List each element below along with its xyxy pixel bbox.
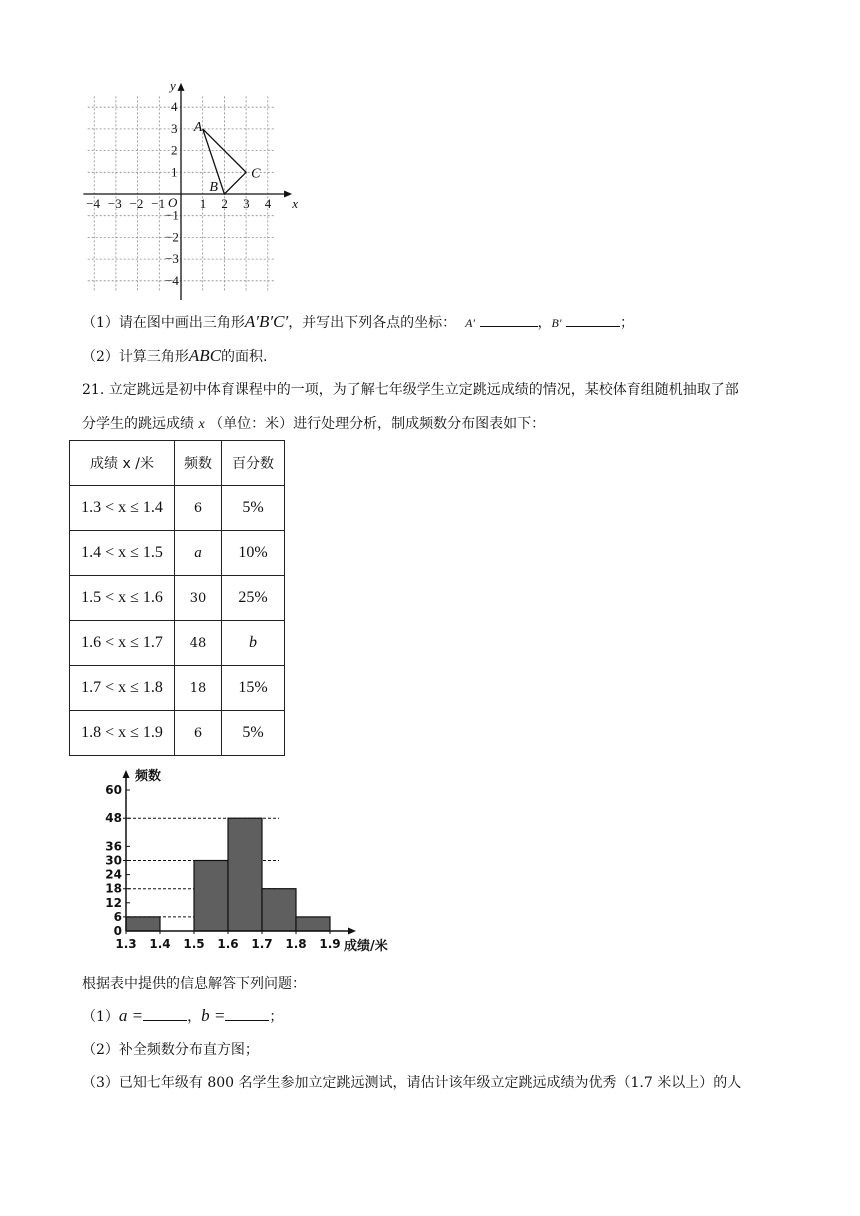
table-row [70,486,285,531]
x-tick-label: 1 [199,196,207,211]
frequency-histogram [86,766,426,960]
table-cell: 6 [175,486,222,531]
q21-p1-prefix: （1） [82,1009,119,1025]
table-cell: 25% [222,576,285,621]
y-tick-label: 60 [105,783,122,797]
table-header-cell: 成绩 x /米 [70,441,175,486]
table-cell: 1.5 < x ≤ 1.6 [70,576,175,621]
q20-b-label: B′ [551,316,562,330]
y-axis-label: y [170,78,176,93]
x-tick-label: 3 [243,196,250,211]
histogram-bar [296,917,330,931]
y-tick-label: 4 [171,99,178,115]
y-tick-label: −4 [165,272,179,288]
q21-p1-end: ； [269,1009,284,1025]
q21-p1-a: a = [118,1006,144,1025]
table-cell: 10% [222,531,285,576]
q20-part2-shape: ABC [188,346,222,365]
table-row [70,666,285,711]
table-cell: 6 [175,711,222,756]
table-row [70,576,285,621]
table-header-cell: 频数 [175,441,222,486]
table-row [70,621,285,666]
q20-a-label: A′ [465,316,476,330]
x-tick-label: 1.7 [251,937,273,951]
y-tick-label: 36 [105,839,122,854]
point-label-c: C [251,166,261,182]
q21-line2 [82,414,545,435]
y-tick-label: −2 [165,229,179,245]
q20-end: ； [619,315,634,331]
q20-part2-suffix: 的面积. [221,349,268,365]
table-cell: 1.3 < x ≤ 1.4 [70,486,175,531]
y-tick-label: 1 [171,164,178,180]
q21-p1-sep: ， [187,1009,202,1025]
q20-part2 [82,346,267,367]
q21-after-intro: 根据表中提供的信息解答下列问题： [82,976,306,992]
x-tick-label: −2 [129,196,144,211]
q20-part1-shape: A′B′C′ [244,312,289,331]
x-tick-label: −4 [86,196,101,211]
table-cell: 5% [222,711,285,756]
table-header-row [70,441,285,486]
q21-line1: 21. 立定跳远是初中体育课程中的一项，为了解七年级学生立定跳远成绩的情况，某校体育组随机抽取了部 [82,382,739,398]
y-tick-label: 30 [105,853,122,868]
y-tick-label: 24 [105,867,122,882]
x-tick-label: −1 [151,196,166,211]
q21-line2-a: 分学生的跳远成绩 [82,416,194,432]
frequency-table [69,440,285,756]
x-axis-label: x [292,196,299,211]
y-tick-label: 6 [113,909,122,924]
x-tick-label: −3 [107,196,122,211]
table-cell: 1.6 < x ≤ 1.7 [70,621,175,666]
answer-blank-a-prime[interactable] [480,312,538,327]
table-cell: 30 [175,576,222,621]
q21-part1 [82,1006,283,1027]
q21-p1-b: b = [201,1006,226,1025]
y-tick-label: −1 [165,207,179,223]
table-cell: 5% [222,486,285,531]
q20-sep: ， [537,315,552,331]
x-tick-label: 1.9 [319,937,341,951]
y-tick-label: 3 [171,120,178,136]
q20-part1-prefix: （1）请在图中画出三角形 [82,315,245,331]
y-tick-label: 18 [105,881,122,896]
x-tick-label: 1.5 [183,937,205,951]
y-axis-arrow [178,83,185,91]
histogram-bar [126,917,160,931]
y-tick-label: 48 [105,811,122,826]
y-tick-label: 0 [113,924,122,938]
y-axis-title: 频数 [135,769,162,784]
table-cell: b [222,621,285,666]
y-tick-label: −3 [165,251,179,267]
q21-line2-var: x [198,417,205,432]
q21-line2-b: （单位：米）进行处理分析，制成频数分布图表如下： [209,416,546,432]
answer-blank-b-prime[interactable] [566,312,620,327]
q20-part1-mid: ，并写出下列各点的坐标： [288,315,457,331]
table-cell: a [175,531,222,576]
table-cell: 1.8 < x ≤ 1.9 [70,711,175,756]
x-axis-title: 成绩/米 [344,939,388,954]
answer-blank-b[interactable] [225,1006,269,1021]
q20-part1 [82,312,634,333]
table-header-cell: 百分数 [222,441,285,486]
y-tick-label: 2 [171,142,178,158]
x-tick-label: 1.8 [285,937,307,951]
table-cell: 15% [222,666,285,711]
y-axis-arrow [123,770,130,778]
x-tick-label: 2 [221,196,228,211]
table-row [70,711,285,756]
histogram-bar [228,818,262,931]
table-cell: 1.7 < x ≤ 1.8 [70,666,175,711]
x-tick-label: 4 [264,196,272,211]
table-row [70,531,285,576]
q21-part2: （2）补全频数分布直方图； [82,1042,259,1058]
histogram-bar [194,861,228,932]
point-label-a: A [193,119,203,135]
q20-part2-prefix: （2）计算三角形 [82,349,189,365]
x-tick-label: 1.6 [217,937,239,951]
x-tick-label: 1.4 [149,937,171,951]
q21-part3: （3）已知七年级有 800 名学生参加立定跳远测试，请估计该年级立定跳远成绩为优秀（1.7 米以上）的人 [82,1075,742,1091]
x-axis-arrow [284,191,292,198]
coordinate-grid-figure [70,78,300,300]
x-tick-label: 1.3 [115,937,137,951]
y-tick-label: 12 [105,895,122,910]
table-cell: 18 [175,666,222,711]
table-cell: 1.4 < x ≤ 1.5 [70,531,175,576]
origin-label: O [168,195,178,210]
x-axis-arrow [348,928,356,935]
histogram-bar [262,889,296,931]
table-cell: 48 [175,621,222,666]
point-label-b: B [209,180,218,195]
answer-blank-a[interactable] [143,1006,187,1021]
